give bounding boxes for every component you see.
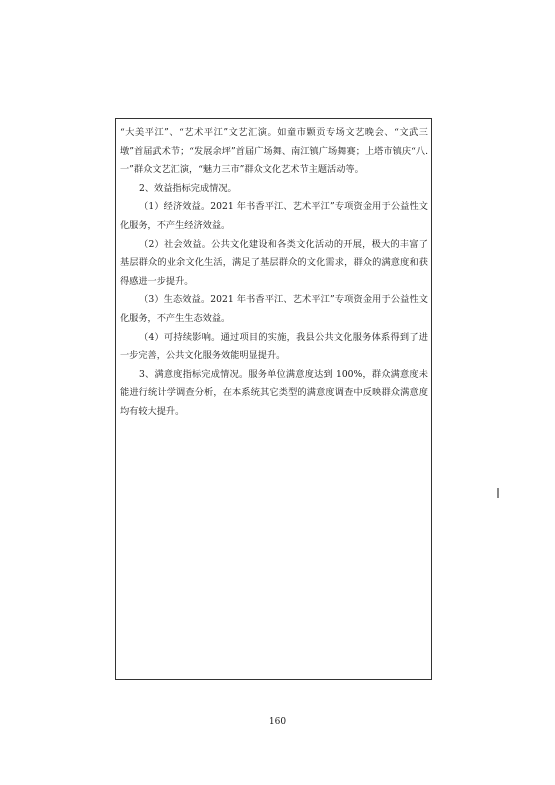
paragraph-satisfaction-indicators: 3、满意度指标完成情况。服务单位满意度达到 100%，群众满意度未能进行统计学调查分析，在本系统其它类型的满意度调查中反映群众满意度均有较大提升。	[120, 368, 428, 417]
heading-benefit-indicators: 2、效益指标完成情况。	[139, 182, 237, 194]
scan-artifact-mark	[497, 488, 499, 498]
paragraph-economic-benefit: （1）经济效益。2021 年书香平江、艺术平江”专项资金用于公益性文化服务，不产生经济效益。	[120, 201, 428, 231]
page-number: 160	[268, 717, 287, 727]
paragraph-sustainable-impact: （4）可持续影响。通过项目的实施，我县公共文化服务体系得到了进一步完善，公共文化服务效能明显提升。	[120, 331, 428, 362]
document-body	[120, 124, 428, 422]
paragraph-ecological-benefit: （3）生态效益。2021 年书香平江、艺术平江”专项资金用于公益性文化服务，不产生生态效益。	[120, 294, 428, 324]
paragraph-activities: “大美平江”、“艺术平江”文艺汇演。如童市颗贡专场文艺晚会、“文武三墩”首届武术节；“发展余坪”首届广场舞、南江镇广场舞赛；上塔市镇庆“八.一”群众文艺汇演，“魅力三市”群众文化艺术节主题活动等。	[120, 127, 428, 176]
paragraph-social-benefit: （2）社会效益。公共文化建设和各类文化活动的开展，极大的丰富了基层群众的业余文化生活，满足了基层群众的文化需求，群众的满意度和获得感进一步提升。	[120, 238, 428, 287]
